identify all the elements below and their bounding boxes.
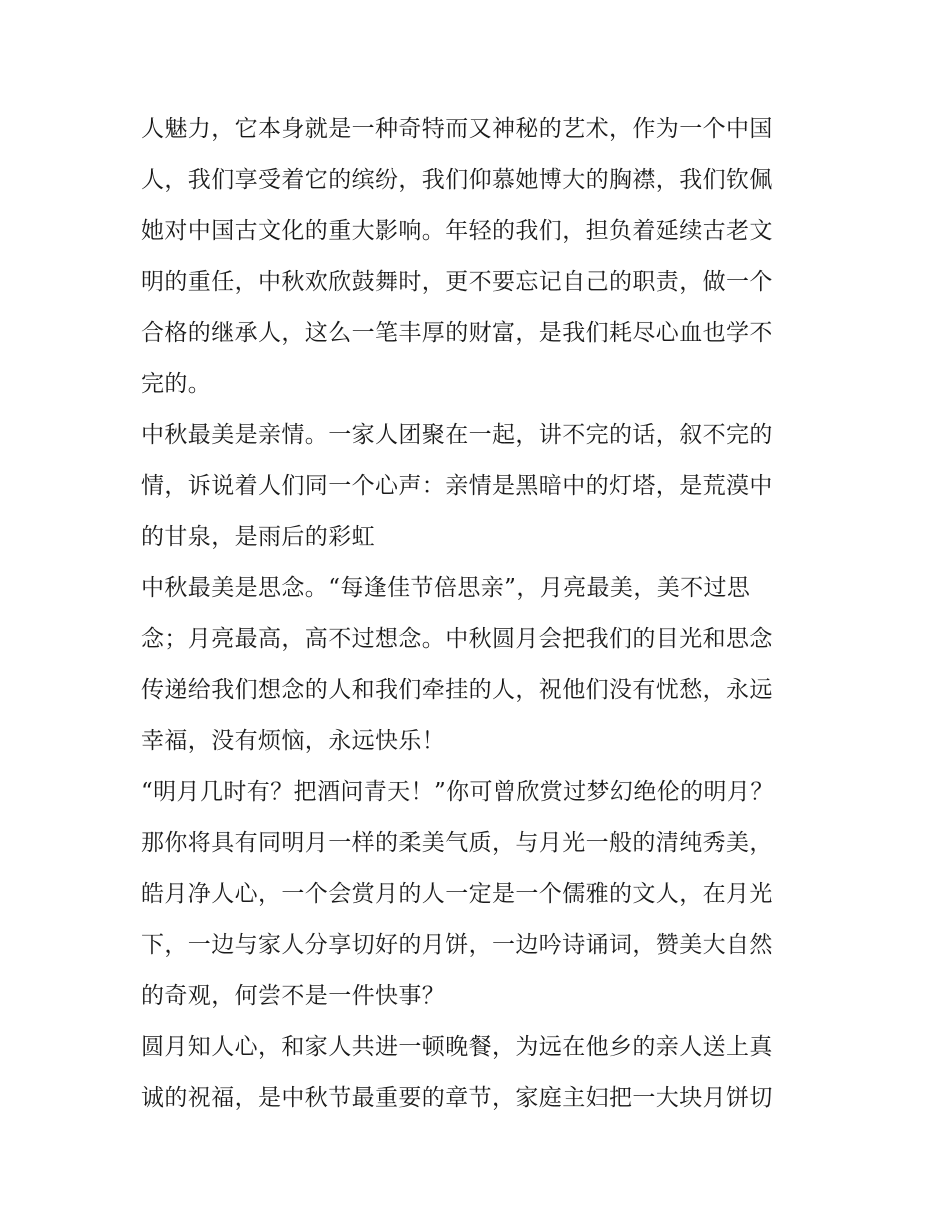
- text-line: 念；月亮最高，高不过想念。中秋圆月会把我们的目光和思念: [141, 626, 773, 652]
- text-line: 完的。: [141, 371, 212, 397]
- text-line: 那你将具有同明月一样的柔美气质，与月光一般的清纯秀美，: [141, 830, 773, 856]
- text-line: 情，诉说着人们同一个心声：亲情是黑暗中的灯塔，是荒漠中: [141, 473, 773, 499]
- text-line: 诚的祝福，是中秋节最重要的章节，家庭主妇把一大块月饼切: [141, 1085, 773, 1111]
- text-line: 她对中国古文化的重大影响。年轻的我们，担负着延续古老文: [141, 218, 773, 244]
- text-line: 下，一边与家人分享切好的月饼，一边吟诗诵词，赞美大自然: [141, 932, 773, 958]
- text-line: “明月几时有？把酒问青天！”你可曾欣赏过梦幻绝伦的明月？: [141, 779, 774, 805]
- text-line: 人，我们享受着它的缤纷，我们仰慕她博大的胸襟，我们钦佩: [141, 167, 773, 193]
- text-line: 传递给我们想念的人和我们牵挂的人，祝他们没有忧愁，永远: [141, 677, 773, 703]
- text-line: 的甘泉，是雨后的彩虹: [141, 524, 375, 550]
- text-line: 皓月净人心，一个会赏月的人一定是一个儒雅的文人，在月光: [141, 881, 773, 907]
- text-line: 明的重任，中秋欢欣鼓舞时，更不要忘记自己的职责，做一个: [141, 269, 773, 295]
- text-line: 人魅力，它本身就是一种奇特而又神秘的艺术，作为一个中国: [141, 116, 773, 142]
- document-body: [141, 104, 816, 1124]
- text-line: 合格的继承人，这么一笔丰厚的财富，是我们耗尽心血也学不: [141, 320, 773, 346]
- text-line: 中秋最美是亲情。一家人团聚在一起，讲不完的话，叙不完的: [141, 422, 773, 448]
- text-line: 幸福，没有烦恼，永远快乐！: [141, 728, 446, 754]
- text-line: 中秋最美是思念。“每逢佳节倍思亲”，月亮最美，美不过思: [141, 575, 751, 601]
- text-line: 的奇观，何尝不是一件快事？: [141, 983, 446, 1009]
- text-line: 圆月知人心，和家人共进一顿晚餐，为远在他乡的亲人送上真: [141, 1034, 773, 1060]
